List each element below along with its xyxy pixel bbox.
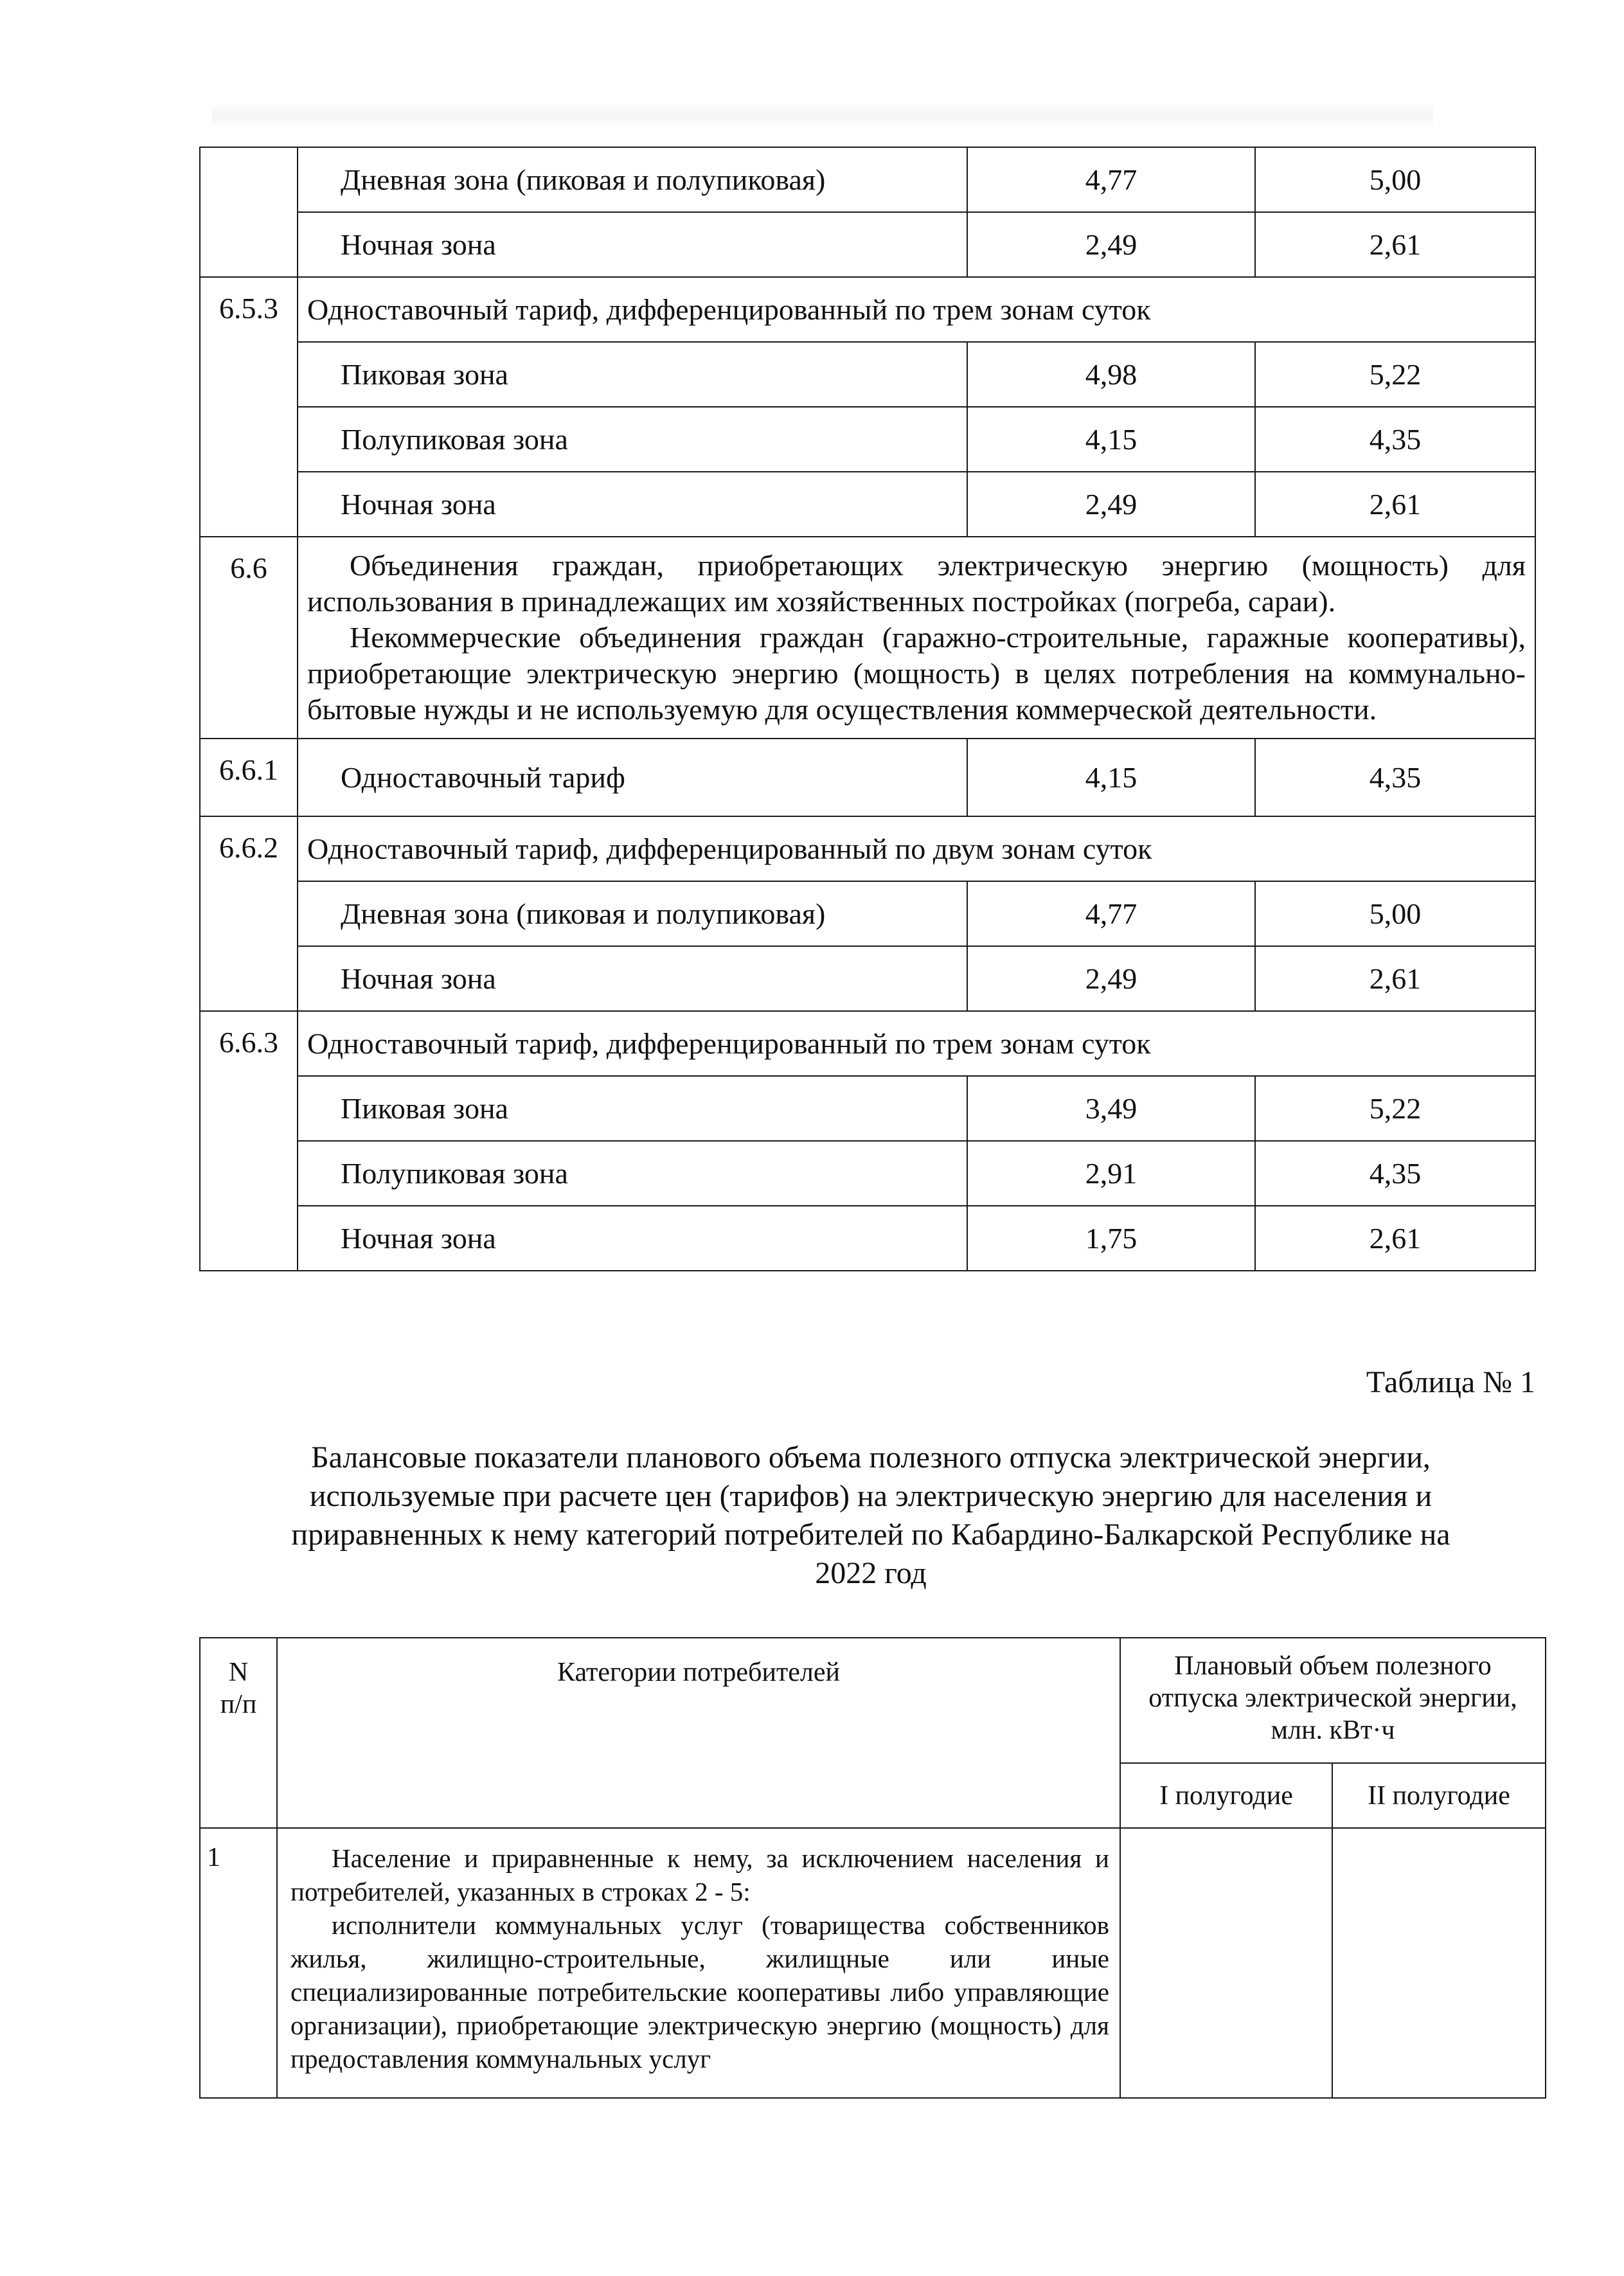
tariff-h1: 3,49 [967, 1076, 1255, 1141]
table-row [200, 212, 1535, 277]
row-number: 6.6.3 [200, 1011, 298, 1271]
tariff-h1: 2,49 [967, 212, 1255, 277]
tariff-h2: 2,61 [1255, 946, 1535, 1011]
category-description [298, 537, 1535, 739]
row-number: 6.6.2 [200, 816, 298, 1011]
zone-name: Пиковая зона [298, 1076, 967, 1141]
tariff-h1: 1,75 [967, 1206, 1255, 1271]
zone-name: Дневная зона (пиковая и полупиковая) [298, 147, 967, 212]
zone-name: Ночная зона [298, 946, 967, 1011]
tariff-type: Одноставочный тариф, дифференцированный по двум зонам суток [298, 816, 1535, 881]
heading-line: 2022 год [815, 1556, 927, 1590]
tariff-type: Одноставочный тариф, дифференцированный по трем зонам суток [298, 1011, 1535, 1076]
row-number-cell [200, 147, 298, 277]
row-number: 6.5.3 [200, 277, 298, 537]
header-line: N [228, 1658, 249, 1687]
table-row [200, 1011, 1535, 1076]
zone-name: Полупиковая зона [298, 1141, 967, 1206]
zone-name: Ночная зона [298, 1206, 967, 1271]
column-header-number [200, 1638, 277, 1828]
table-row [200, 277, 1535, 342]
table-row [200, 816, 1535, 881]
table-row [200, 1828, 1546, 2098]
tariff-h2: 2,61 [1255, 1206, 1535, 1271]
table-row [200, 472, 1535, 537]
table-row [200, 342, 1535, 407]
table-header-row [200, 1638, 1546, 1763]
description-paragraph: Население и приравненные к нему, за исключением населения и потребителей, указанных в строках 2 - 5: [290, 1843, 1109, 1906]
tariff-type: Одноставочный тариф, дифференцированный по трем зонам суток [298, 277, 1535, 342]
table-row [200, 946, 1535, 1011]
volume-h2-cell [1332, 1828, 1546, 2098]
tariff-h1: 2,49 [967, 472, 1255, 537]
balance-table [199, 1637, 1546, 2099]
tariff-h2: 5,22 [1255, 1076, 1535, 1141]
heading-line: приравненных к нему категорий потребителей по Кабардино-Балкарской Республике на [291, 1518, 1450, 1552]
heading-line: используемые при расчете цен (тарифов) на электрическую энергию для населения и [309, 1479, 1432, 1513]
tariff-h2: 4,35 [1255, 739, 1535, 816]
table-row [200, 881, 1535, 946]
zone-name: Ночная зона [298, 472, 967, 537]
tariff-h2: 2,61 [1255, 472, 1535, 537]
table-row [200, 1206, 1535, 1271]
zone-name: Дневная зона (пиковая и полупиковая) [298, 881, 967, 946]
column-header-h2: II полугодие [1332, 1763, 1546, 1828]
tariff-h1: 4,77 [967, 147, 1255, 212]
header-line: п/п [220, 1690, 257, 1719]
table-row [200, 407, 1535, 472]
description-paragraph: Объединения граждан, приобретающих электрическую энергию (мощность) для использования в принадлежащих им хозяйственных постройках (погреба, сараи). [307, 549, 1526, 618]
column-header-volume: Плановый объем полезного отпуска электрической энергии, млн. кВт·ч [1120, 1638, 1546, 1763]
tariff-h1: 2,91 [967, 1141, 1255, 1206]
tariff-h1: 4,77 [967, 881, 1255, 946]
tariff-h2: 5,22 [1255, 342, 1535, 407]
tariff-h2: 5,00 [1255, 881, 1535, 946]
zone-name: Одноставочный тариф [298, 739, 967, 816]
row-number: 1 [200, 1828, 277, 2098]
description-paragraph: Некоммерческие объединения граждан (гаражно-строительные, гаражные кооперативы), приобретающие электрическую энергию (мощность) в целях потребления на коммунально-бытовые нужды и не используемую для осуществления коммерческой деятельности. [307, 621, 1526, 726]
zone-name: Пиковая зона [298, 342, 967, 407]
tariff-h2: 5,00 [1255, 147, 1535, 212]
table-row [200, 1141, 1535, 1206]
heading-line: Балансовые показатели планового объема полезного отпуска электрической энергии, [311, 1440, 1431, 1474]
table-heading [193, 1438, 1549, 1593]
table-row [200, 537, 1535, 739]
tariff-h2: 2,61 [1255, 212, 1535, 277]
tariff-h2: 4,35 [1255, 407, 1535, 472]
column-header-h1: I полугодие [1120, 1763, 1332, 1828]
tariff-h1: 4,98 [967, 342, 1255, 407]
row-number: 6.6 [200, 537, 298, 739]
tariff-h1: 4,15 [967, 739, 1255, 816]
row-number: 6.6.1 [200, 739, 298, 816]
tariff-h1: 4,15 [967, 407, 1255, 472]
zone-name: Полупиковая зона [298, 407, 967, 472]
scan-artifact-band [212, 103, 1433, 129]
table-row [200, 147, 1535, 212]
tariff-h1: 2,49 [967, 946, 1255, 1011]
volume-h1-cell [1120, 1828, 1332, 2098]
category-description [277, 1828, 1120, 2098]
table-row [200, 739, 1535, 816]
table-row [200, 1076, 1535, 1141]
tariff-h2: 4,35 [1255, 1141, 1535, 1206]
description-paragraph: исполнители коммунальных услуг (товарищества собственников жилья, жилищно-строительные, жилищные или иные специализированные потребительские кооперативы либо управляющие организации), приобретающие электрическую энергию (мощность) для предоставления коммунальных услуг [290, 1910, 1109, 2074]
column-header-category: Категории потребителей [277, 1638, 1120, 1828]
zone-name: Ночная зона [298, 212, 967, 277]
tariff-table [199, 147, 1536, 1271]
table-label: Таблица № 1 [1366, 1365, 1535, 1399]
